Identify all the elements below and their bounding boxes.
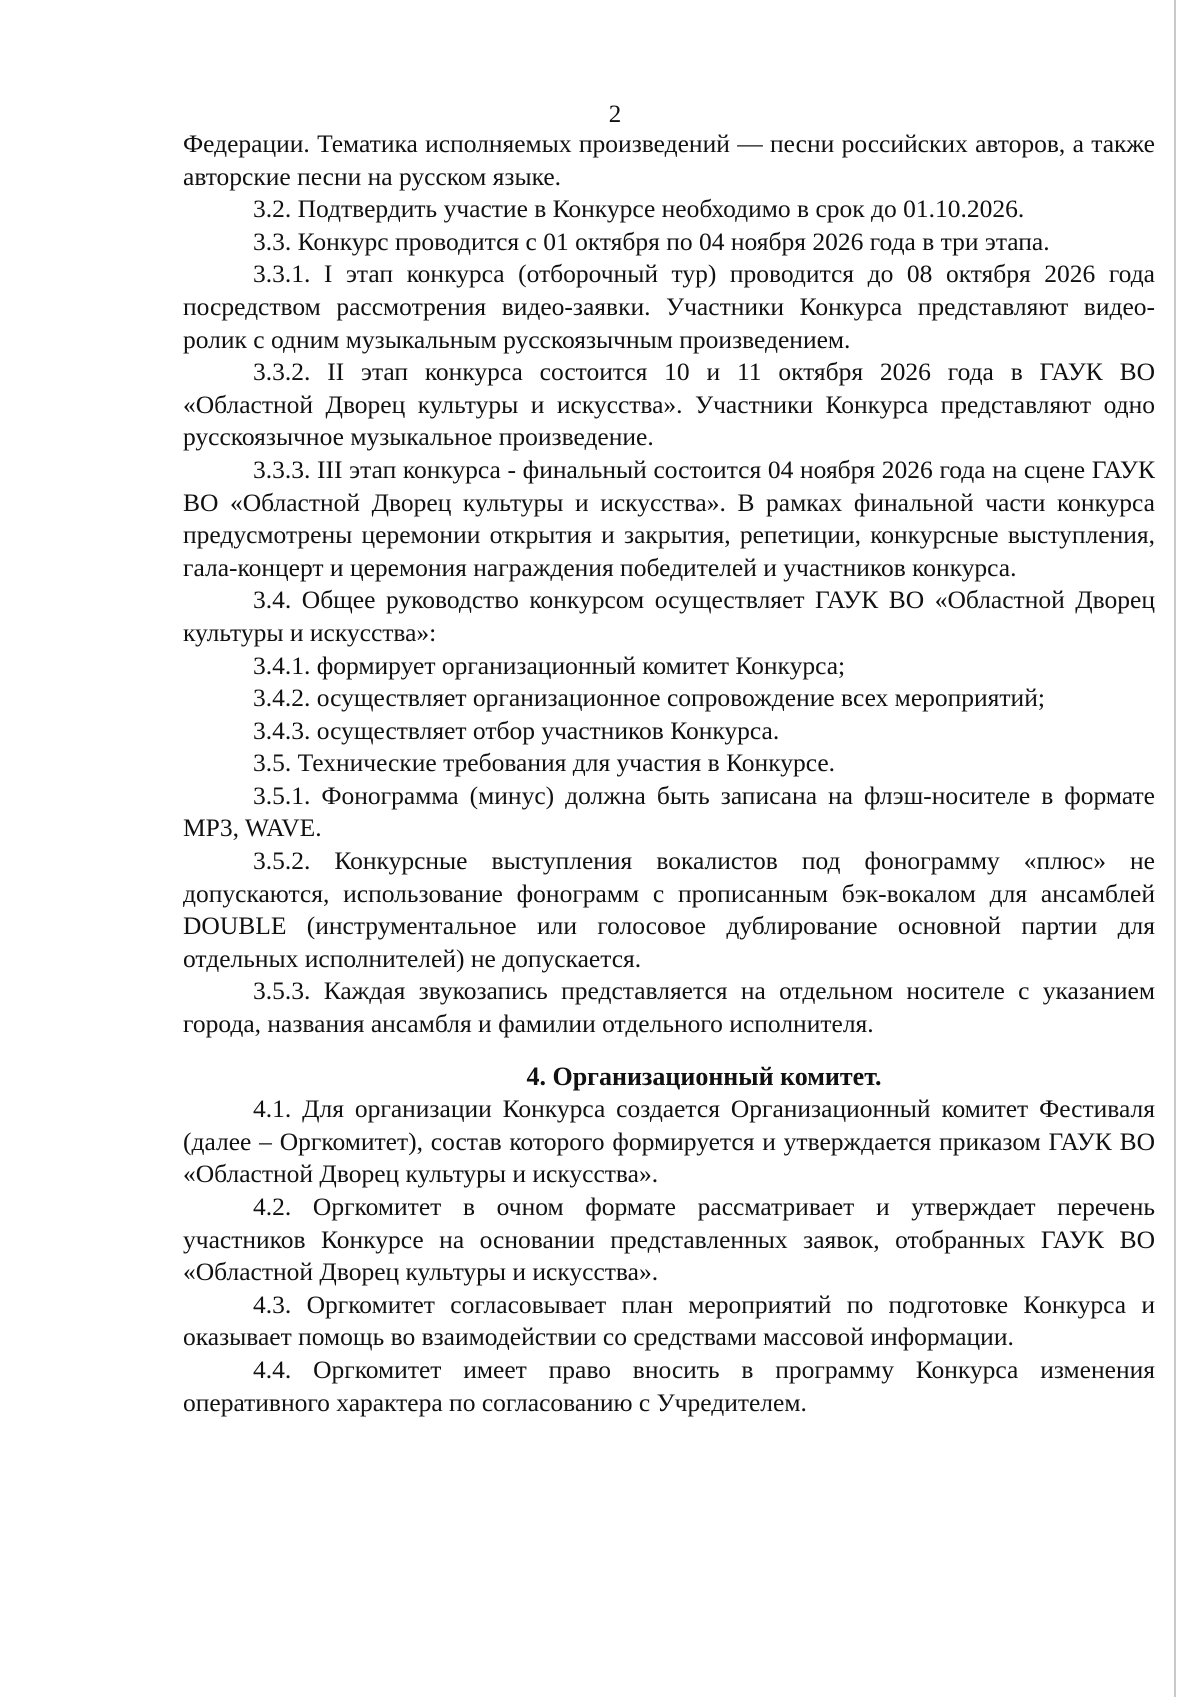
document-body — [183, 128, 1155, 1419]
paragraph-3-4-3: 3.4.3. осуществляет отбор участников Конкурса. — [253, 715, 780, 745]
paragraph-3-4: 3.4. Общее руководство конкурсом осуществляет ГАУК ВО «Областной Дворец культуры и искусства»: — [183, 585, 1155, 647]
paragraph-3-4-2: 3.4.2. осуществляет организационное сопровождение всех мероприятий; — [253, 683, 1045, 713]
paragraph-3-3: 3.3. Конкурс проводится с 01 октября по 04 ноября 2026 года в три этапа. — [253, 226, 1050, 256]
paragraph-3-4-1: 3.4.1. формирует организационный комитет Конкурса; — [253, 650, 846, 680]
paragraph-4-2: 4.2. Оргкомитет в очном формате рассматривает и утверждает перечень участников Конкурсе на основании представленных заявок, отобранных ГАУК ВО «Областной Дворец культуры и искусства». — [183, 1192, 1155, 1287]
paragraph-3-3-2: 3.3.2. II этап конкурса состоится 10 и 11 октября 2026 года в ГАУК ВО «Областной Дворец культуры и искусства». Участники Конкурса представляют одно русскоязычное музыкальное произведение. — [183, 357, 1155, 452]
paragraph-3-3-3: 3.3.3. III этап конкурса - финальный состоится 04 ноября 2026 года на сцене ГАУК ВО «Областной Дворец культуры и искусства». В рамках финальной части конкурса предусмотрены церемонии открытия и закрытия, репетиции, конкурсные выступления, гала-концерт и церемония награждения победителей и участников конкурса. — [183, 454, 1155, 582]
paragraph-4-1: 4.1. Для организации Конкурса создается Организационный комитет Фестиваля (далее – Оргкомитет), состав которого формируется и утверждается приказом ГАУК ВО «Областной Дворец культуры и искусства». — [183, 1094, 1155, 1189]
page-number: 2 — [608, 101, 622, 128]
page-edge-divider — [1174, 0, 1176, 1697]
paragraph-continuation: Федерации. Тематика исполняемых произведений — песни российских авторов, а также авторские песни на русском языке. — [183, 129, 1155, 191]
paragraph-3-5: 3.5. Технические требования для участия в Конкурсе. — [253, 748, 836, 778]
paragraph-4-4: 4.4. Оргкомитет имеет право вносить в программу Конкурса изменения оперативного характера по согласованию с Учредителем. — [183, 1354, 1155, 1417]
paragraph-3-5-2: 3.5.2. Конкурсные выступления вокалистов под фонограмму «плюс» не допускаются, использование фонограмм с прописанным бэк-вокалом для ансамблей DOUBLE (инструментальное или голосовое дублирование основной партии для отдельных исполнителей) не допускается. — [183, 846, 1155, 973]
paragraph-3-3-1: 3.3.1. I этап конкурса (отборочный тур) проводится до 08 октября 2026 года посредством рассмотрения видео-заявки. Участники Конкурса представляют видео-ролик с одним музыкальным русскоязычным произведением. — [183, 259, 1155, 354]
section-4-heading: 4. Организационный комитет. — [526, 1061, 882, 1091]
paragraph-3-5-3: 3.5.3. Каждая звукозапись представляется на отдельном носителе с указанием города, названия ансамбля и фамилии отдельного исполнителя. — [183, 976, 1155, 1039]
paragraph-3-2: 3.2. Подтвердить участие в Конкурсе необходимо в срок до 01.10.2026. — [253, 194, 1025, 224]
paragraph-4-3: 4.3. Оргкомитет согласовывает план мероприятий по подготовке Конкурса и оказывает помощь во взаимодействии со средствами массовой информации. — [183, 1289, 1155, 1352]
paragraph-3-5-1: 3.5.1. Фонограмма (минус) должна быть записана на флэш-носителе в формате MP3, WAVE. — [183, 780, 1155, 843]
